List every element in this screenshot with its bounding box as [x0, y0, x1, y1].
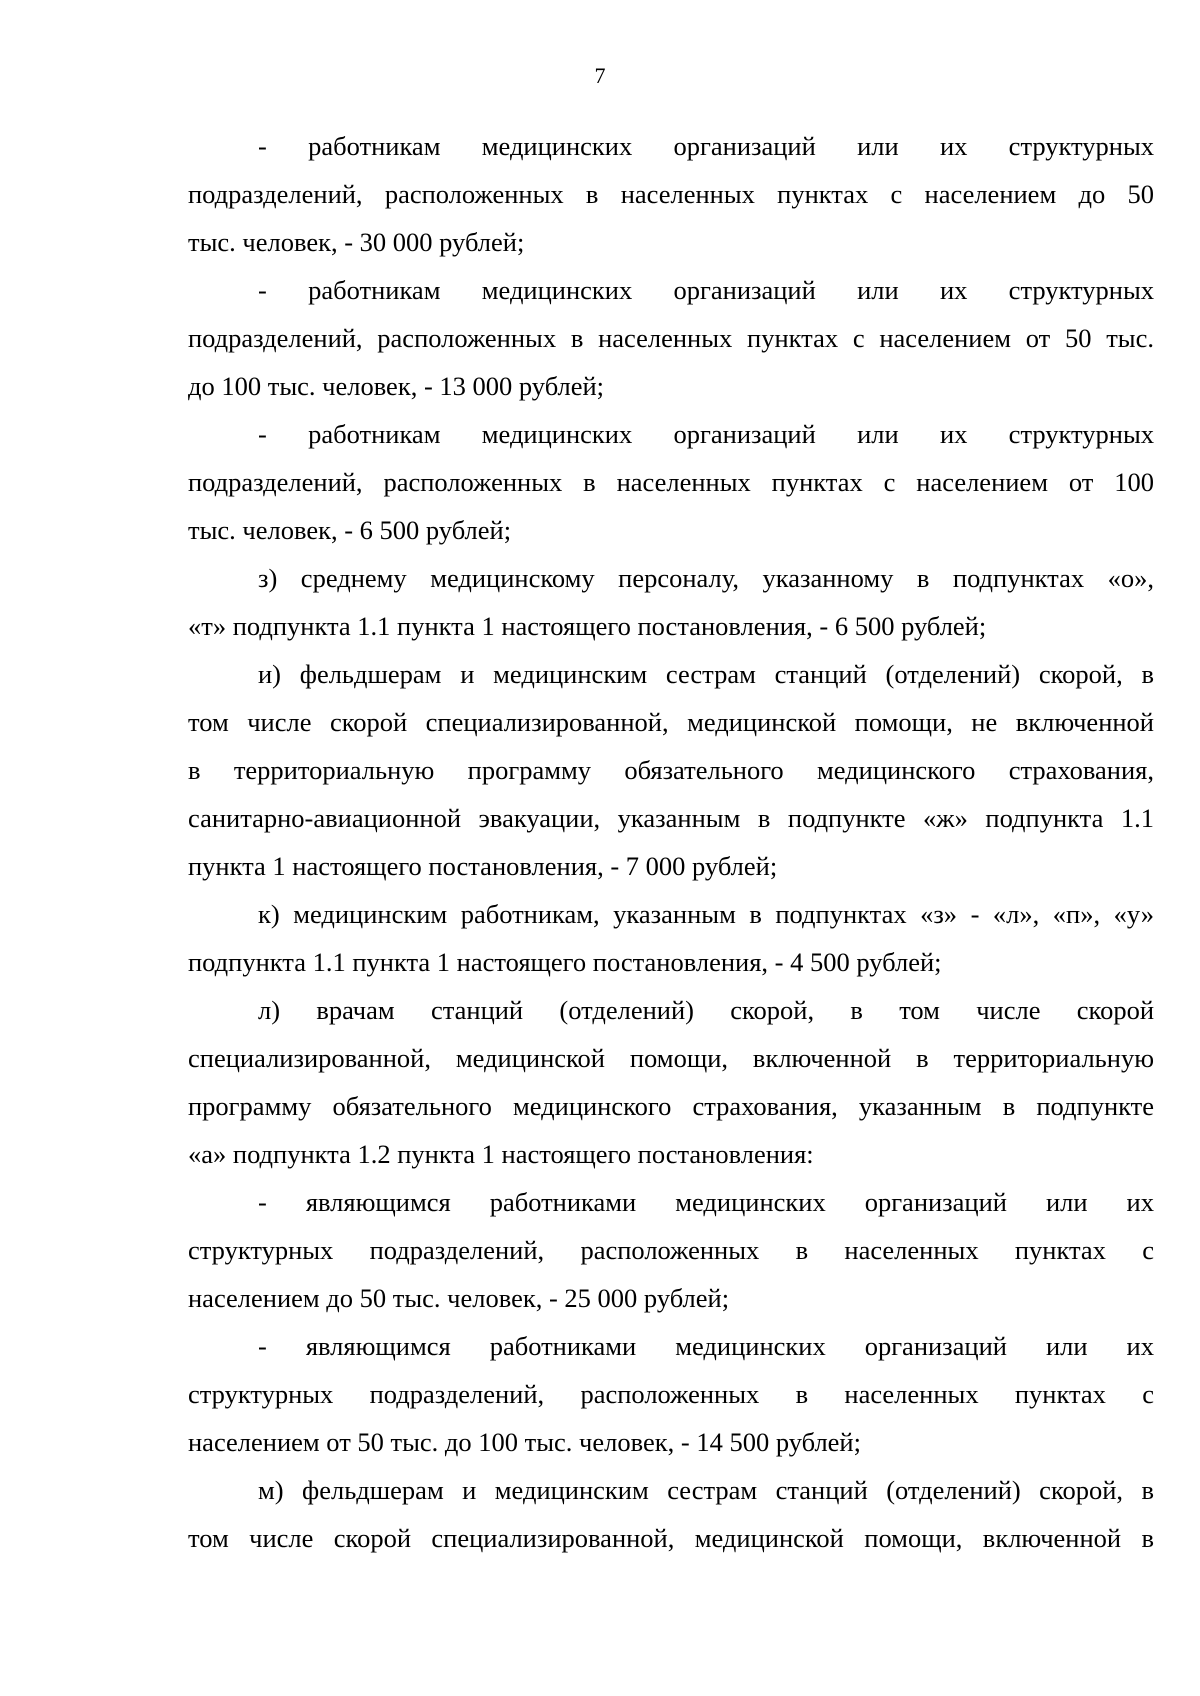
- text-line: санитарно-авиационной эвакуации, указанным в подпункте «ж» подпункта 1.1: [188, 803, 1154, 833]
- paragraph-3: [188, 410, 1154, 554]
- text-line: подпункта 1.1 пункта 1 настоящего постановления, - 4 500 рублей;: [188, 947, 942, 977]
- text-line: том числе скорой специализированной, медицинской помощи, не включенной: [188, 707, 1154, 737]
- text-line: структурных подразделений, расположенных в населенных пунктах с: [188, 1235, 1154, 1265]
- text-line: тыс. человек, - 6 500 рублей;: [188, 515, 512, 545]
- paragraph-10: [188, 1466, 1154, 1562]
- text-line: том числе скорой специализированной, медицинской помощи, включенной в: [188, 1523, 1154, 1553]
- text-line: - работникам медицинских организаций или их структурных: [258, 419, 1154, 449]
- text-line: и) фельдшерам и медицинским сестрам станций (отделений) скорой, в: [258, 659, 1154, 689]
- paragraph-9: [188, 1322, 1154, 1466]
- paragraph-7: [188, 986, 1154, 1178]
- text-line: «а» подпункта 1.2 пункта 1 настоящего постановления:: [188, 1139, 814, 1169]
- text-line: пункта 1 настоящего постановления, - 7 000 рублей;: [188, 851, 778, 881]
- text-line: подразделений, расположенных в населенных пунктах с населением от 50 тыс.: [188, 323, 1154, 353]
- text-line: населением до 50 тыс. человек, - 25 000 рублей;: [188, 1283, 730, 1313]
- text-line: «т» подпункта 1.1 пункта 1 настоящего постановления, - 6 500 рублей;: [188, 611, 987, 641]
- paragraph-2: [188, 266, 1154, 410]
- text-line: до 100 тыс. человек, - 13 000 рублей;: [188, 371, 605, 401]
- paragraph-5: [188, 650, 1154, 890]
- document-body: [188, 122, 1154, 1562]
- text-line: м) фельдшерам и медицинским сестрам станций (отделений) скорой, в: [258, 1475, 1154, 1505]
- text-line: тыс. человек, - 30 000 рублей;: [188, 227, 525, 257]
- text-line: подразделений, расположенных в населенных пунктах с населением до 50: [188, 179, 1154, 209]
- text-line: - являющимся работниками медицинских организаций или их: [258, 1187, 1154, 1217]
- paragraph-6: [188, 890, 1154, 986]
- text-line: - работникам медицинских организаций или их структурных: [258, 275, 1154, 305]
- text-line: программу обязательного медицинского страхования, указанным в подпункте: [188, 1091, 1154, 1121]
- text-line: структурных подразделений, расположенных в населенных пунктах с: [188, 1379, 1154, 1409]
- text-line: - работникам медицинских организаций или их структурных: [258, 131, 1154, 161]
- paragraph-8: [188, 1178, 1154, 1322]
- text-line: в территориальную программу обязательного медицинского страхования,: [188, 755, 1154, 785]
- text-line: - являющимся работниками медицинских организаций или их: [258, 1331, 1154, 1361]
- text-line: подразделений, расположенных в населенных пунктах с населением от 100: [188, 467, 1154, 497]
- text-line: к) медицинским работникам, указанным в подпунктах «з» - «л», «п», «у»: [258, 899, 1154, 929]
- text-line: з) среднему медицинскому персоналу, указанному в подпунктах «о»,: [258, 563, 1154, 593]
- text-line: специализированной, медицинской помощи, включенной в территориальную: [188, 1043, 1154, 1073]
- paragraph-1: [188, 122, 1154, 266]
- paragraph-4: [188, 554, 1154, 650]
- page-number: 7: [594, 63, 606, 88]
- text-line: населением от 50 тыс. до 100 тыс. человек, - 14 500 рублей;: [188, 1427, 861, 1457]
- text-line: л) врачам станций (отделений) скорой, в том числе скорой: [258, 995, 1154, 1025]
